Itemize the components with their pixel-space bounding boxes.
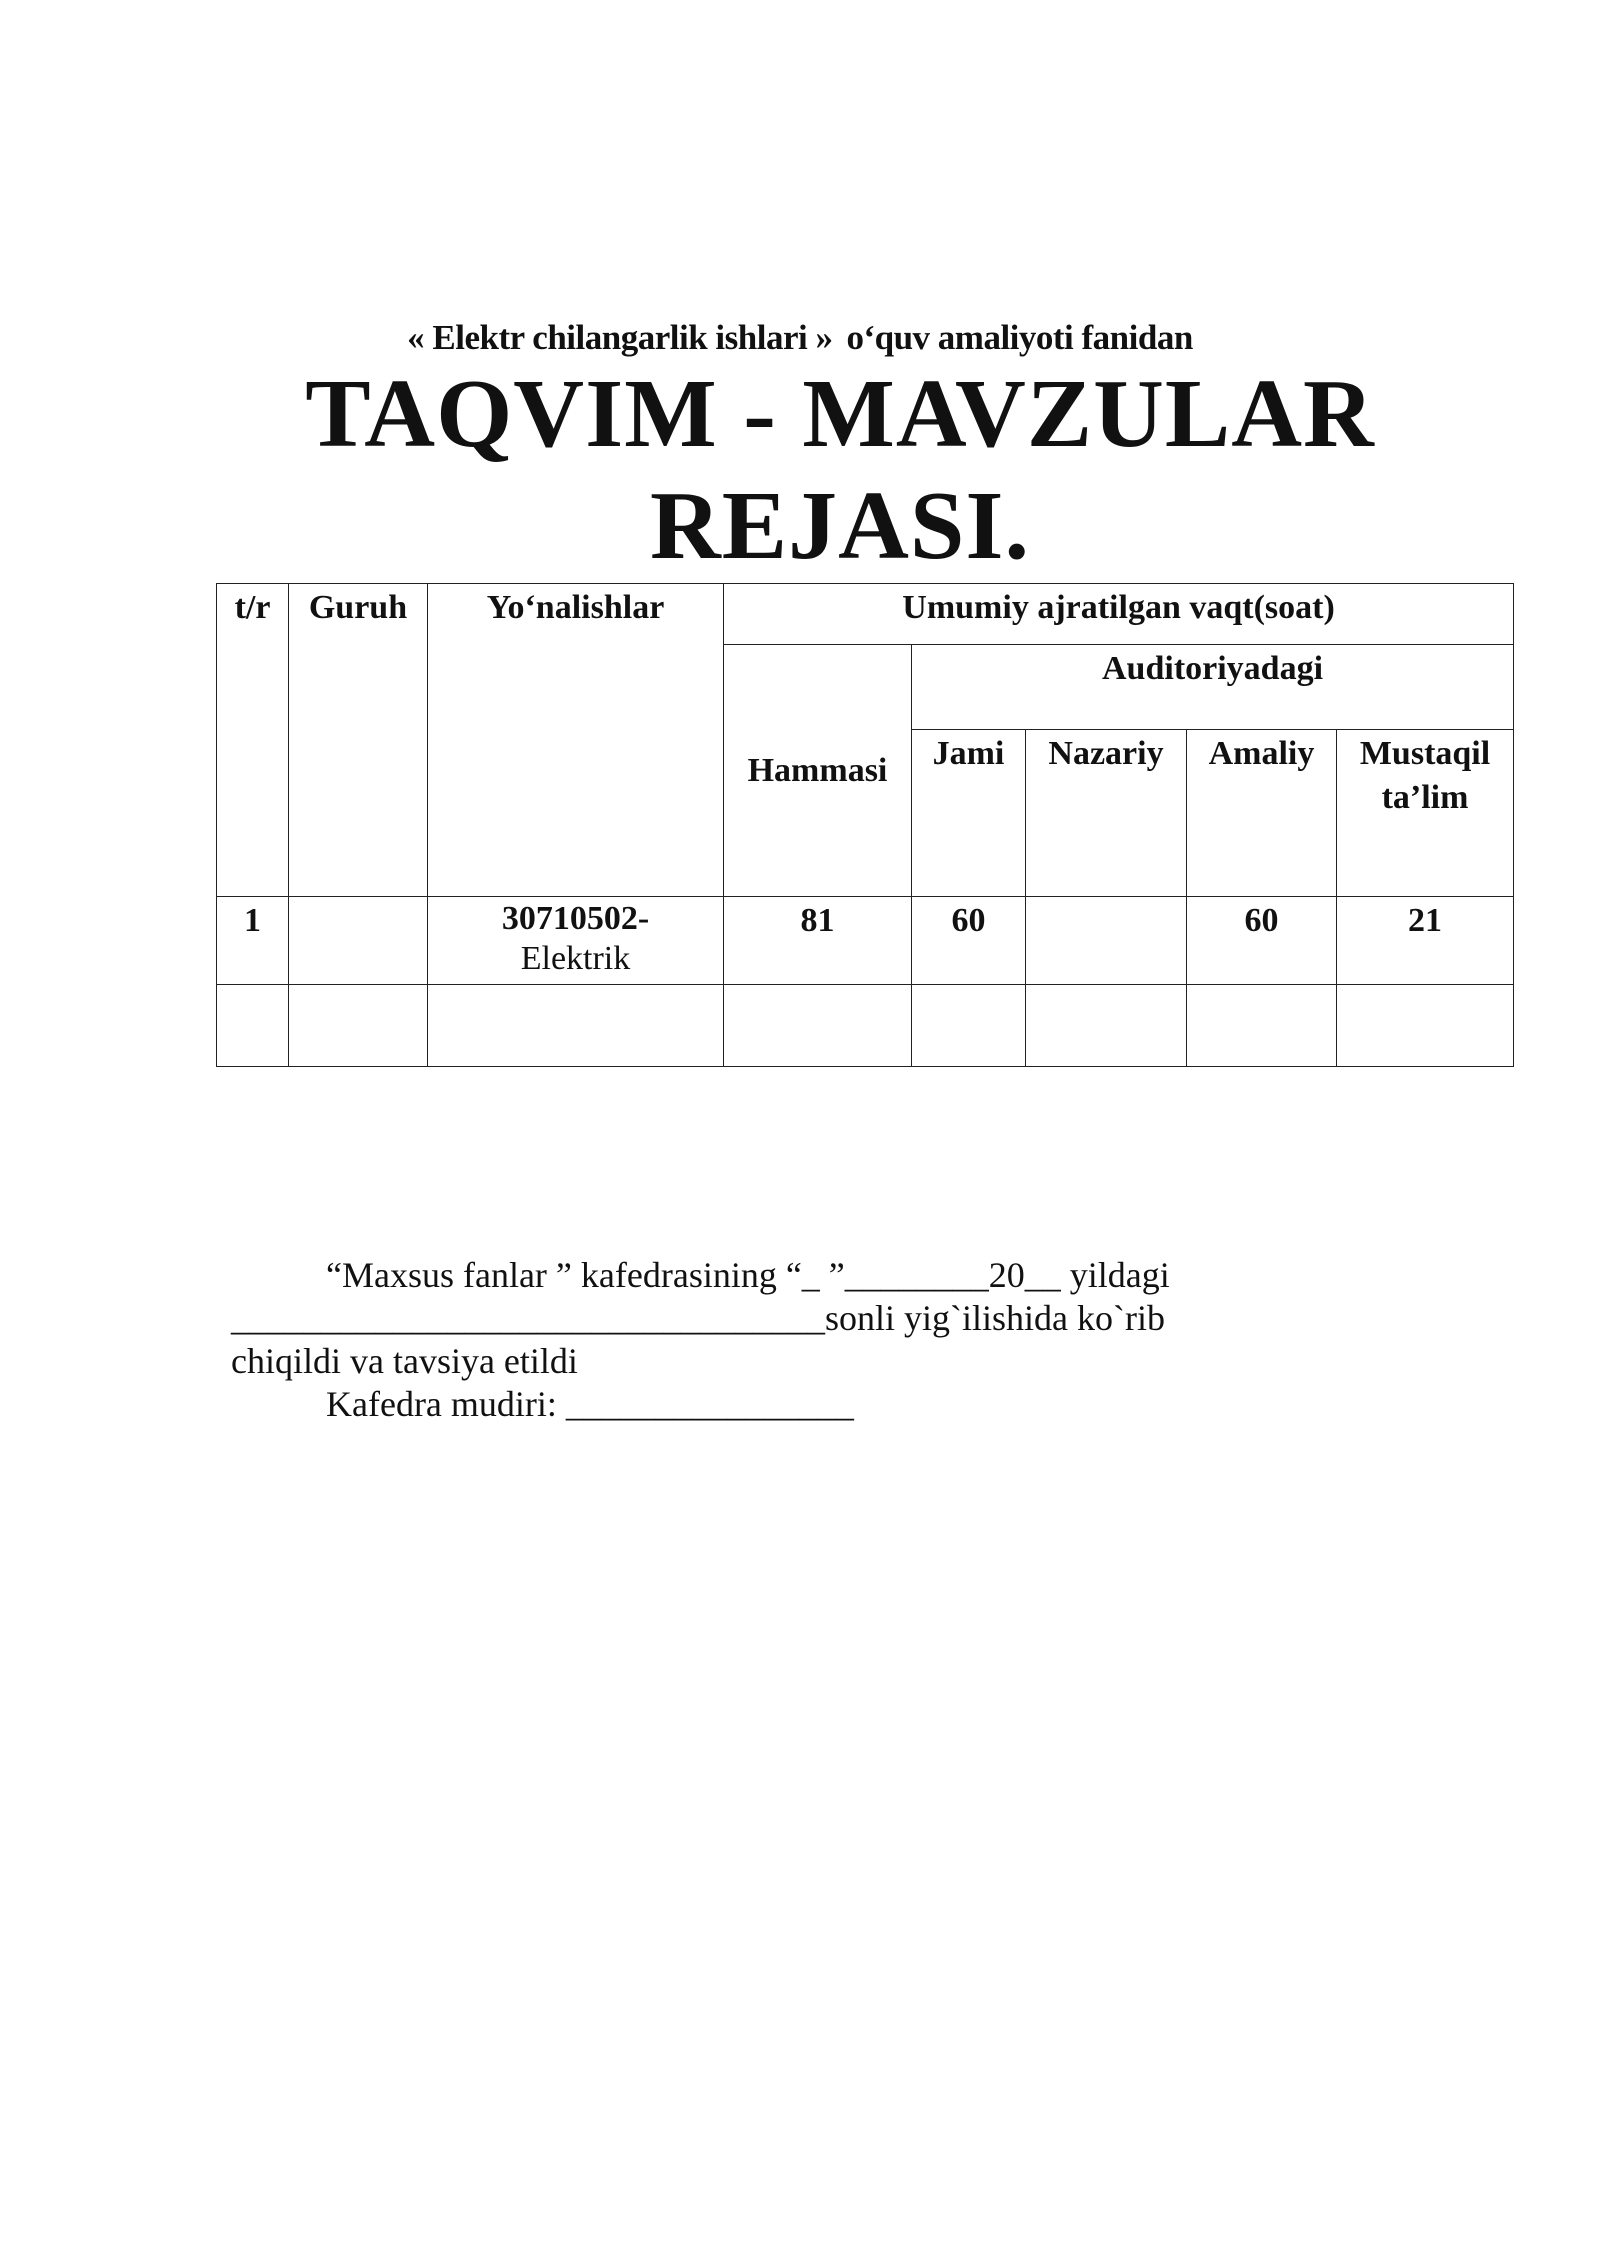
approval-line-1: “Maxsus fanlar ” kafedrasining “_ ”________20__ yildagi — [326, 1255, 1170, 1295]
cell-jami — [912, 985, 1026, 1067]
approval-line-3: chiqildi va tavsiya etildi — [231, 1341, 578, 1381]
header-mustaqil-line-2: ta’lim — [1381, 779, 1469, 816]
head-signature-line: Kafedra mudiri: ________________ — [326, 1384, 854, 1424]
course-name: « Elektr chilangarlik ishlari » — [407, 318, 833, 357]
course-subtitle — [0, 318, 1600, 358]
cell-jami: 60 — [912, 897, 1026, 985]
cell-guruh — [289, 985, 428, 1067]
cell-amaliy: 60 — [1187, 897, 1337, 985]
cell-tr: 1 — [217, 897, 289, 985]
header-guruh: Guruh — [289, 584, 428, 897]
cell-direction — [428, 985, 724, 1067]
cell-nazariy — [1026, 897, 1187, 985]
cell-mustaqil: 21 — [1337, 897, 1514, 985]
cell-hammasi — [724, 985, 912, 1067]
header-mustaqil-line-1: Mustaqil — [1359, 735, 1491, 772]
table-row — [217, 985, 1514, 1067]
cell-mustaqil — [1337, 985, 1514, 1067]
header-amaliy: Amaliy — [1187, 730, 1337, 897]
header-nazariy: Nazariy — [1026, 730, 1187, 897]
cell-hammasi: 81 — [724, 897, 912, 985]
header-hammasi: Hammasi — [724, 645, 912, 897]
title-line-1: TAQVIM - MAVZULAR — [305, 360, 1375, 468]
cell-nazariy — [1026, 985, 1187, 1067]
cell-guruh — [289, 897, 428, 985]
direction-code: 30710502- — [501, 900, 650, 937]
header-jami: Jami — [912, 730, 1026, 897]
header-tr: t/r — [217, 584, 289, 897]
header-umumiy: Umumiy ajratilgan vaqt(soat) — [724, 584, 1514, 645]
approval-note — [231, 1254, 1231, 1426]
header-auditoriyadagi: Auditoriyadagi — [912, 645, 1514, 730]
table-row — [217, 897, 1514, 985]
plan-table — [216, 583, 1514, 1067]
cell-tr — [217, 985, 289, 1067]
direction-name: Elektrik — [520, 940, 631, 977]
cell-amaliy — [1187, 985, 1337, 1067]
header-mustaqil — [1337, 730, 1514, 897]
header-yonalishlar: Yo‘nalishlar — [428, 584, 724, 897]
title-line-2: REJASI. — [649, 472, 1031, 580]
page-title — [200, 358, 1480, 582]
cell-direction — [428, 897, 724, 985]
approval-line-2: _________________________________sonli yig`ilishida ko`rib — [231, 1298, 1165, 1338]
course-suffix: o‘quv amaliyoti fanidan — [846, 318, 1193, 357]
